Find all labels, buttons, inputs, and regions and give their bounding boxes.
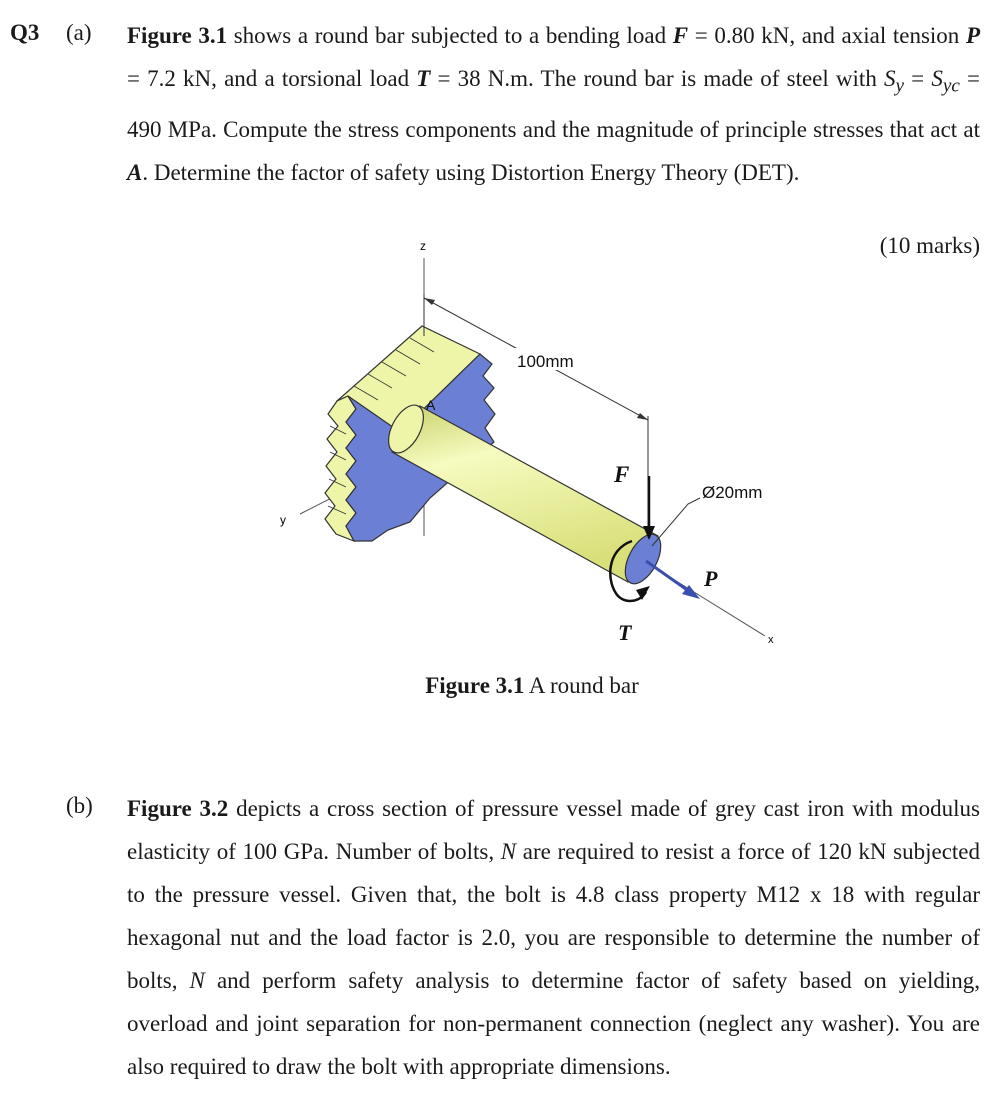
axis-x-label: x	[768, 634, 774, 646]
load-P-label: P	[704, 566, 718, 591]
dim-diameter-label: Ø20mm	[702, 483, 763, 502]
dim-100-arrow-right	[637, 413, 648, 420]
marks-label: (10 marks)	[879, 233, 980, 258]
point-A-label: A	[426, 397, 436, 413]
dim-100-arrow-left	[424, 298, 435, 305]
figure-ref-3-2: Figure 3.2	[127, 796, 229, 821]
symbol-T: T	[416, 66, 431, 91]
symbol-N-2: N	[189, 968, 205, 993]
symbol-A: A	[127, 159, 143, 185]
load-F-label: F	[614, 462, 630, 487]
symbol-Syc: $S_{yc}$	[931, 66, 960, 97]
question-number: Q3	[10, 20, 40, 45]
symbol-N: N	[500, 839, 517, 864]
symbol-F: F	[672, 23, 689, 48]
round-bar-figure	[280, 236, 800, 666]
part-a-text: Figure 3.1 shows a round bar subjected to a bending load F = 0.80 kN, and axial tension P = 7.2 kN, and a torsional load T = 38 N.m. The round bar is made of steel with $S_y = S_{yc} = 490$ MPa. Compute the stress components and the magnitude of principle stresses that act at A. Determine the factor of safety using Distortion Energy Theory (DET).	[127, 23, 980, 185]
force-P-arrow	[646, 561, 690, 592]
axis-y-label: y	[280, 513, 286, 527]
symbol-P: P	[965, 23, 980, 48]
axis-z-label: z	[420, 239, 426, 253]
part-b-label: (b)	[66, 793, 93, 818]
load-T-label: T	[618, 620, 632, 645]
figure-caption: Figure 3.1 A round bar	[425, 673, 639, 698]
part-b-text: Figure 3.2 depicts a cross section of pressure vessel made of grey cast iron with modulus elasticity of 100 GPa. Number of bolts, N are required to resist a force of 120 kN subjected to the pressure vessel. Given that, the bolt is 4.8 class property M12 x 18 with regular hexagonal nut and the load factor is 2.0, you are responsible to determine the number of bolts, N and perform safety analysis to determine factor of safety based on yielding, overload and joint separation for non-permanent connection (neglect any washer). You are also required to draw the bolt with appropriate dimensions.	[127, 796, 980, 1079]
figure-ref-3-1: Figure 3.1	[127, 23, 228, 48]
part-a-label: (a)	[66, 20, 92, 45]
symbol-Sy: $S_y$	[884, 66, 905, 97]
dim-length-label: 100mm	[517, 352, 574, 371]
